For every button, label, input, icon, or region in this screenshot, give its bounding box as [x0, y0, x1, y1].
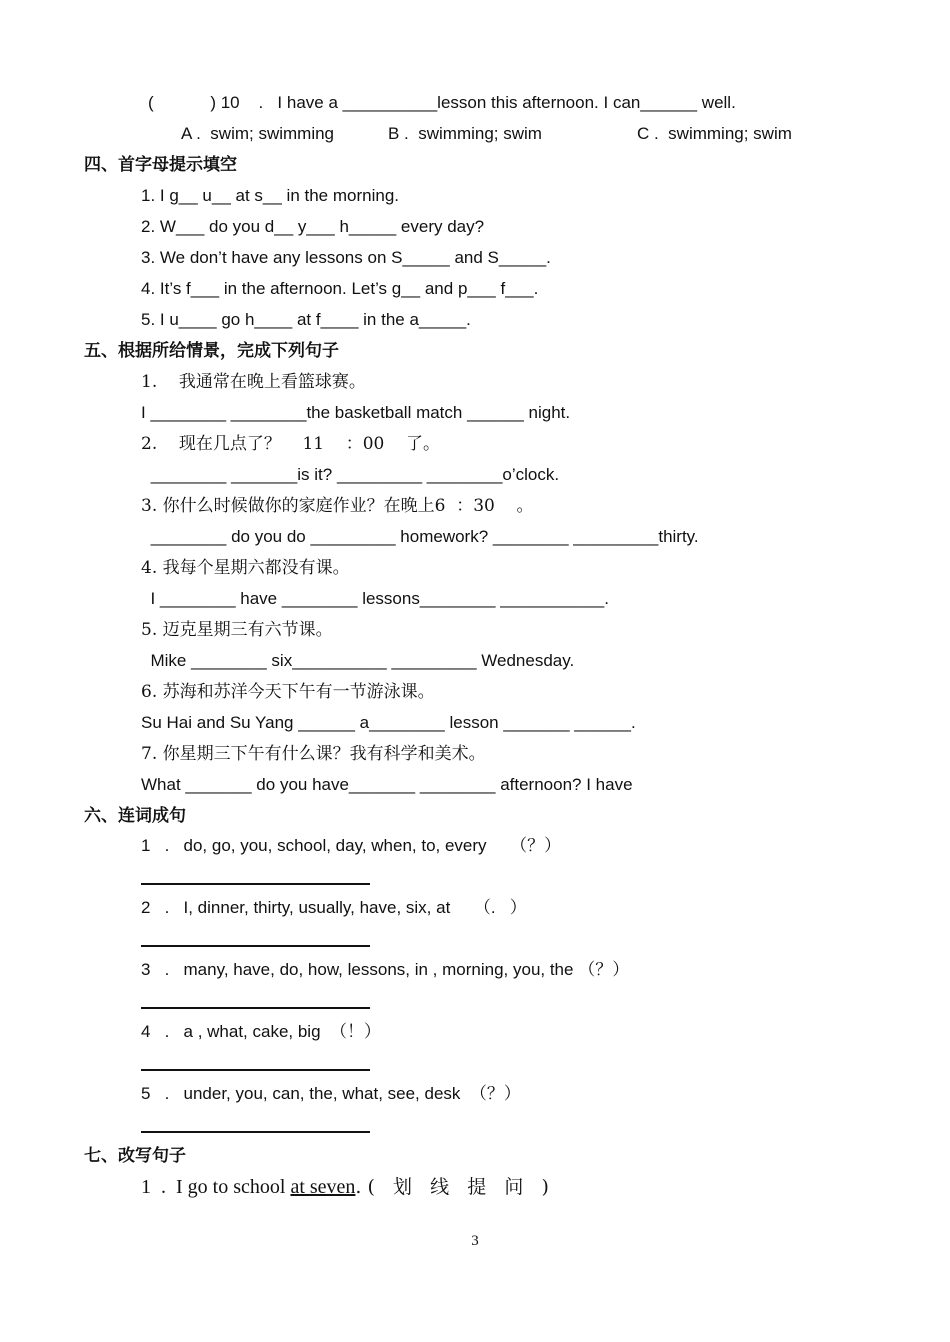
- s5-answer-5: Mike ________ six__________ _________ Wednesday.: [141, 651, 575, 670]
- q10-option-b: B . swimming; swim: [388, 124, 542, 143]
- s5-prompt-3: 3. 你什么时候做你的家庭作业？在晚上6 ：30 。: [141, 496, 534, 516]
- s6-item-5: 5 . under, you, can, the, what, see, desk （？）: [141, 1084, 521, 1103]
- page-number: 3: [471, 1233, 479, 1249]
- s4-item-2: 2. W___ do you d__ y___ h_____ every day?: [141, 217, 485, 236]
- s4-item-1: 1. I g__ u__ at s__ in the morning.: [141, 186, 400, 205]
- s6-item-1: 1 . do, go, you, school, day, when, to, every （？）: [141, 836, 562, 855]
- s7-item-1-prefix: 1 . I go to school: [141, 1176, 291, 1198]
- section-6-heading: 六、连词成句: [84, 806, 186, 826]
- s5-answer-4: I ________ have ________ lessons________ ___________.: [141, 589, 609, 608]
- s6-item-4: 4 . a , what, cake, big （！）: [141, 1022, 381, 1041]
- section-4-heading: 四、首字母提示填空: [84, 155, 237, 175]
- section-5-heading: 五、根据所给情景，完成下列句子: [84, 341, 339, 361]
- s6-item-3: 3 . many, have, do, how, lessons, in , morning, you, the （？）: [141, 960, 630, 979]
- answer-line-1: [141, 883, 370, 885]
- answer-line-2: [141, 945, 370, 947]
- answer-line-4: [141, 1069, 370, 1071]
- s5-answer-1: I ________ ________the basketball match ______ night.: [141, 403, 571, 422]
- answer-line-5: [141, 1131, 370, 1133]
- s5-prompt-4: 4. 我每个星期六都没有课。: [141, 558, 350, 578]
- s5-prompt-1: 1. 我通常在晚上看篮球赛。: [141, 372, 366, 392]
- s6-item-2: 2 . I, dinner, thirty, usually, have, six, at （. ）: [141, 898, 527, 917]
- s5-prompt-2: 2. 现在几点了？ 11 ：00 了。: [141, 434, 440, 454]
- s7-item-1: [141, 1175, 549, 1199]
- q10-option-c: C . swimming; swim: [637, 124, 792, 143]
- s5-answer-2: ________ _______is it? _________ ________o’clock.: [146, 465, 560, 484]
- q10-option-a: A . swim; swimming: [181, 124, 335, 143]
- s5-answer-6: Su Hai and Su Yang ______ a________ lesson _______ ______.: [141, 713, 636, 732]
- s5-prompt-5: 5. 迈克星期三有六节课。: [141, 620, 333, 640]
- s5-prompt-6: 6. 苏海和苏洋今天下午有一节游泳课。: [141, 682, 435, 702]
- s7-item-1-underlined: at seven: [290, 1176, 356, 1198]
- s5-answer-3: ________ do you do _________ homework? ________ _________thirty.: [146, 527, 699, 546]
- q10-stem: ( ) 10 . I have a __________lesson this afternoon. I can______ well.: [148, 93, 736, 112]
- answer-line-3: [141, 1007, 370, 1009]
- s4-item-5: 5. I u____ go h____ at f____ in the a_____.: [141, 310, 471, 329]
- s5-answer-7: What _______ do you have_______ ________ afternoon? I have: [141, 775, 633, 794]
- s5-prompt-7: 7. 你星期三下午有什么课？我有科学和美术。: [141, 744, 486, 764]
- s4-item-4: 4. It’s f___ in the afternoon. Let’s g__ and p___ f___.: [141, 279, 539, 298]
- section-7-heading: 七、改写句子: [84, 1146, 186, 1166]
- s7-item-1-suffix: . ( 划 线 提 问 ): [355, 1176, 549, 1198]
- s4-item-3: 3. We don’t have any lessons on S_____ and S_____.: [141, 248, 551, 267]
